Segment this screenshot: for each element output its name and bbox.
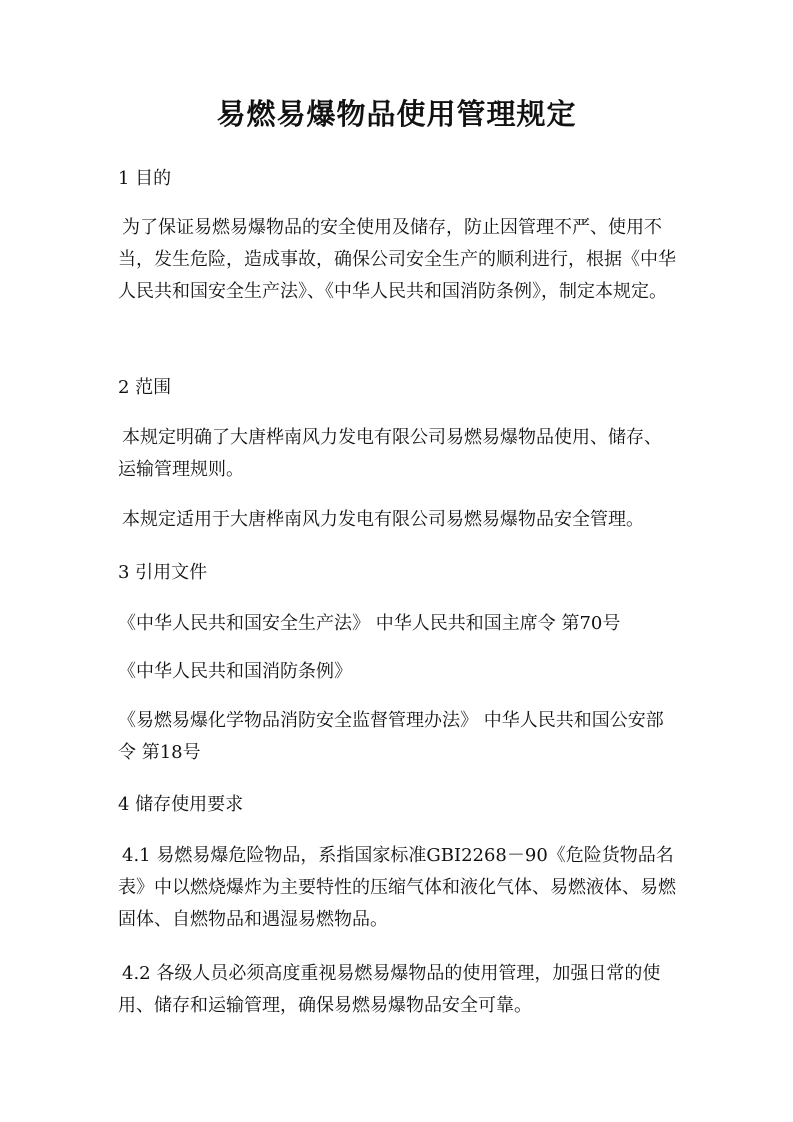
section-4-paragraph-2: 4.2 各级人员必须高度重视易燃易爆物品的使用管理，加强日常的使用、储存和运输管理，确保易燃易爆物品安全可靠。: [118, 963, 661, 1016]
section-2-heading: 2 范围: [118, 377, 172, 398]
document-title: 易燃易爆物品使用管理规定: [216, 97, 577, 131]
section-3-heading: 3 引用文件: [118, 562, 208, 583]
section-2-paragraph-1: 本规定明确了大唐桦南风力发电有限公司易燃易爆物品使用、储存、运输管理规则。: [118, 427, 662, 480]
section-3-reference-3: 《易燃易爆化学物品消防安全监督管理办法》 中华人民共和国公安部令 第18号: [118, 710, 664, 763]
section-1-heading: 1 目的: [118, 168, 172, 189]
section-4-heading: 4 储存使用要求: [118, 794, 244, 815]
section-1-paragraph: 为了保证易燃易爆物品的安全使用及储存，防止因管理不严、使用不当，发生危险，造成事故，确保公司安全生产的顺利进行，根据《中华人民共和国安全生产法》、《中华人民共和国消防条例》，制定本规定。: [118, 217, 676, 302]
section-4-paragraph-1: 4.1 易燃易爆危险物品，系指国家标准GBI2268－90《危险货物品名表》中以燃烧爆炸为主要特性的压缩气体和液化气体、易燃液体、易燃固体、自燃物品和遇湿易燃物品。: [118, 845, 676, 930]
section-2-paragraph-2: 本规定适用于大唐桦南风力发电有限公司易燃易爆物品安全管理。: [122, 509, 644, 530]
section-3-reference-1: 《中华人民共和国安全生产法》 中华人民共和国主席令 第70号: [118, 613, 621, 634]
section-3-reference-2: 《中华人民共和国消防条例》: [118, 661, 352, 682]
